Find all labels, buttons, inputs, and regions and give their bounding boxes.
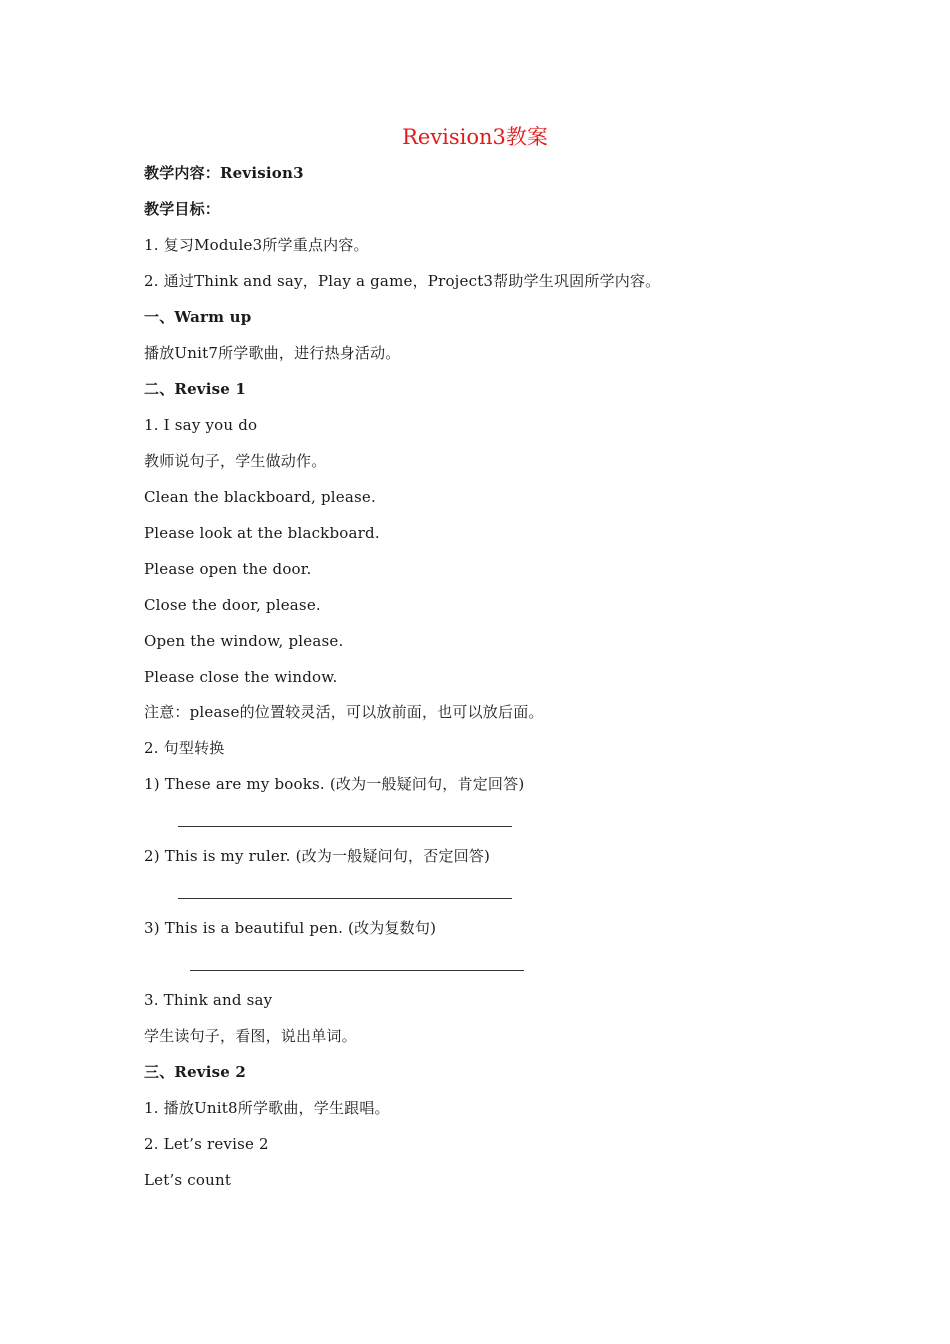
note-line: 注意：please的位置较灵活，可以放前面，也可以放后面。 xyxy=(144,703,544,721)
sentence-line: Open the window, please. xyxy=(144,632,344,650)
goal-item-1: 1. 复习Module3所学重点内容。 xyxy=(144,236,369,254)
revise-2-item-1: 1. 播放Unit8所学歌曲，学生跟唱。 xyxy=(144,1099,390,1117)
sentence-line: Please look at the blackboard. xyxy=(144,524,380,542)
answer-blank-1 xyxy=(178,826,512,827)
document-title: Revision3教案 xyxy=(402,125,548,149)
paragraph-think-and-say: 学生读句子，看图，说出单词。 xyxy=(144,1027,357,1045)
paragraph-warm-up: 播放Unit7所学歌曲，进行热身活动。 xyxy=(144,344,401,362)
teaching-content-line: 教学内容：Revision3 xyxy=(144,164,304,182)
section-heading-revise-2: 三、Revise 2 xyxy=(144,1063,247,1081)
subheading-sentence-transform: 2. 句型转换 xyxy=(144,739,225,757)
subheading-think-and-say: 3. Think and say xyxy=(144,991,273,1009)
section-heading-revise-1: 二、Revise 1 xyxy=(144,380,247,398)
answer-blank-3 xyxy=(190,970,524,971)
exercise-item-1: 1) These are my books. (改为一般疑问句，肯定回答) xyxy=(144,775,525,793)
exercise-item-3: 3) This is a beautiful pen. (改为复数句) xyxy=(144,919,437,937)
goal-item-2: 2. 通过Think and say，Play a game，Project3帮助学生巩固所学内容。 xyxy=(144,272,661,290)
sentence-line: Clean the blackboard, please. xyxy=(144,488,376,506)
exercise-item-2: 2) This is my ruler. (改为一般疑问句，否定回答) xyxy=(144,847,491,865)
subheading-i-say-you-do: 1. I say you do xyxy=(144,416,258,434)
sentence-line: Please open the door. xyxy=(144,560,312,578)
lets-count-line: Let’s count xyxy=(144,1171,232,1189)
sentence-line: Close the door, please. xyxy=(144,596,321,614)
paragraph-teacher-says: 教师说句子，学生做动作。 xyxy=(144,452,327,470)
section-heading-warm-up: 一、Warm up xyxy=(144,308,252,326)
revise-2-item-2: 2. Let’s revise 2 xyxy=(144,1135,269,1153)
sentence-line: Please close the window. xyxy=(144,668,338,686)
answer-blank-2 xyxy=(178,898,512,899)
teaching-goals-heading: 教学目标： xyxy=(144,200,221,218)
